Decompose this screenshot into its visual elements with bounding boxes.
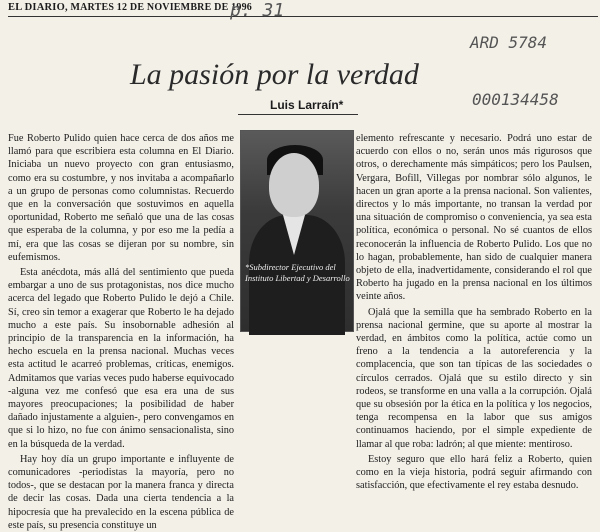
photo-face (269, 153, 319, 217)
publication-date: MARTES 12 DE NOVIEMBRE DE 1996 (70, 2, 252, 13)
paragraph-2: Esta anécdota, más allá del sentimiento que pueda embargar a uno de sus protagonistas, nos dice mucho acerca del legado que Roberto Pulido le dejó a Chile. Sí, creo sin temor a exagerar que Roberto le ha dejado mucho a este país. Su insobornable adhesión al principio de la transparencia en la información, ha hecho escuela en la prensa nacional. Muchas veces esta actitud le acarreó problemas, críticas, enemigos. Admitamos que varias veces pudo haberse equivocado -alguna vez me confesó que esa era una de sus mayores preocupaciones; la posibilidad de haber dañado injustamente a alguien-, pero convengamos en que si lo hizo, no fue con ánimo sensacionalista, sino en la búsqueda de la verdad. (8, 267, 234, 450)
author-rule (238, 114, 358, 115)
column-right (356, 132, 592, 527)
header-rule (8, 16, 598, 17)
handwritten-record-number: 000134458 (472, 90, 559, 109)
newspaper-header (8, 2, 252, 13)
paragraph-5: Ojalá que la semilla que ha sembrado Roberto en la prensa nacional germine, que su aporte al mostrar la verdad, en ámbitos como la política, actúe como un freno a la tendencia a la autoreferencia y la complacencia, que son tan típicas de las sociedades o círculos cerrados. Ojalá que su estilo directo y sin rodeos, se transforme en una valla a la corrupción. Ojalá que su obsesión por la ética en la política y los negocios, tenga recompensa en la labor que sus amigos continuamos haciendo, por el simple expediente de llamar al que roba: ladrón; al que miente: mentiroso. (356, 306, 592, 450)
photo-caption: *Subdirector Ejecutivo del Instituto Libertad y Desarrollo (245, 262, 350, 283)
paragraph-4: elemento refrescante y necesario. Podrá uno estar de acuerdo con ellos o no, serán unos más rigurosos que otros, o derechamente más simpáticos; pero los Paulsen, Vergara, Bofill, Villegas por nombrar sólo algunos, le hacen un gran aporte a la prensa nacional. Son valientes, directos y lo más importante, no transan la verdad por una situación de compromiso o conveniencia, ya sea esta política, económica o personal. No sé cuantos de ellos reconocerán la influencia de Roberto Pulido. Los que no lo hagan, probablemente, han sido de cualquier manera objeto de ella, inadvertidamente, considerando el rol que Roberto ha jugado en la prensa nacional en los últimos veinte años. (356, 133, 592, 303)
article-title: La pasión por la verdad (130, 58, 419, 91)
paragraph-3: Hay hoy día un grupo importante e influyente de comunicadores -periodistas la mayoría, pero no todos-, que se destacan por la manera franca y directa de decir las cosas. Dada una cierta tendencia a la hipocresía que ha prevalecido en la escena pública de este país, su presencia constituye un (8, 453, 234, 531)
column-left (8, 132, 234, 531)
paragraph-6: Estoy seguro que ello hará feliz a Roberto, quien como en la vieja historia, podrá seguir afirmando con satisfacción, que efectivamente el rey estaba desnudo. (356, 453, 592, 492)
handwritten-archive-code: ARD 5784 (470, 33, 548, 52)
publication-name: EL DIARIO, (8, 2, 68, 13)
article-author: Luis Larraín* (270, 98, 344, 112)
handwritten-page-mark: p. 31 (230, 0, 285, 21)
author-photo (240, 130, 354, 332)
paragraph-1: Fue Roberto Pulido quien hace cerca de dos años me llamó para que escribiera esta columna en El Diario. Iniciaba un nuevo proyecto con gran entusiasmo, como era su costumbre, y nos invitaba a acompañarlo a un grupo de personas como columnistas. Recuerdo que en la conversación que sostuvimos en aquella oportunidad, Roberto me señaló que una de las cosas que esperaba de la columna, y por eso me la pedía a mí, era que las cosas se dijeran por su nombre, sin eufemismos. (8, 133, 234, 263)
